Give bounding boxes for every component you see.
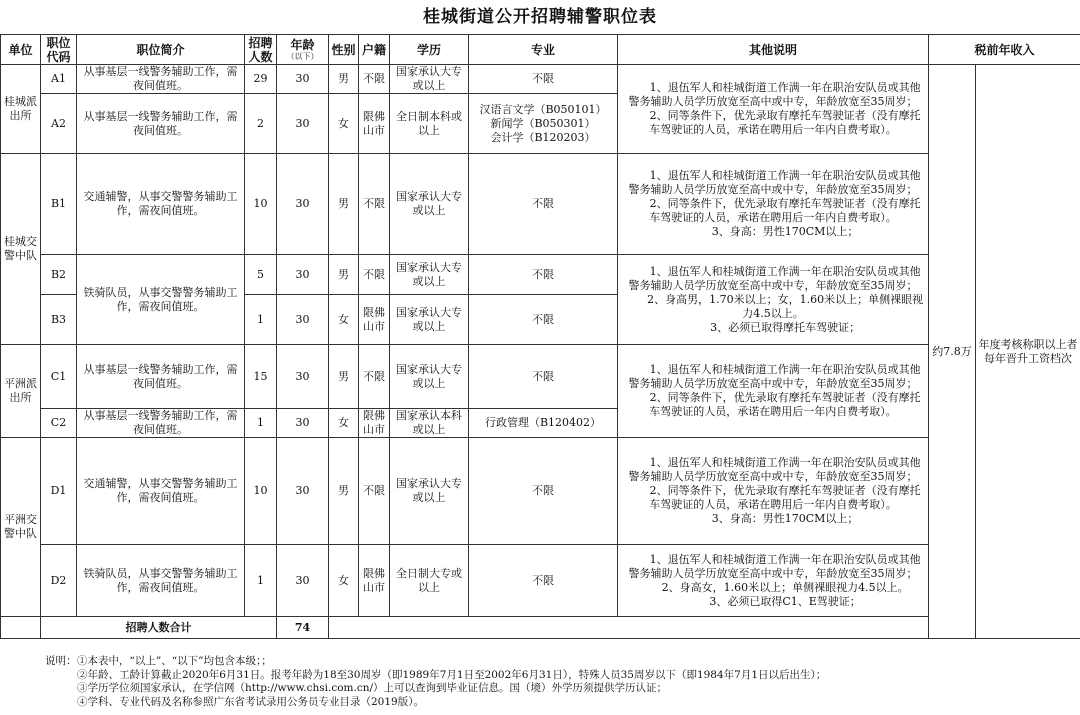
major-line: 会计学（B120203）	[490, 130, 596, 144]
header-count: 招聘人数	[245, 35, 277, 65]
table-row	[1, 438, 1080, 545]
total-blank-right	[329, 617, 1080, 639]
note-text: ④学科、专业代码及名称参照广东省考试录用公务员专业目录（2019版）。	[77, 695, 424, 708]
total-value: 74	[277, 617, 329, 639]
note-line	[45, 696, 1075, 710]
header-row	[1, 35, 1080, 65]
other-note-line: 1、退伍军人和桂城街道工作满一年在职治安队员或其他警务辅助人员学历放宽至高中或中专，年龄放宽至35周岁；	[628, 169, 921, 196]
desc-cell: 从事基层一线警务辅助工作，需夜间值班。	[77, 409, 245, 438]
note-line	[45, 669, 1075, 683]
gender-cell: 女	[329, 545, 359, 617]
desc-cell: 交通辅警，从事交警警务辅助工作，需夜间值班。	[77, 154, 245, 255]
unit-cell: 平洲交警中队	[1, 438, 41, 617]
edu-cell: 国家承认大专或以上	[390, 255, 469, 295]
note-text: ③学历学位须国家承认，在学信网（http://www.chsi.com.cn/）上可以查询到毕业证信息。国（境）外学历须提供学历认证；	[77, 682, 667, 694]
other-note-line: 3、身高：男性170CM以上；	[711, 512, 859, 525]
count-cell: 5	[245, 255, 277, 295]
other-notes-cell	[618, 438, 929, 545]
major-cell: 不限	[469, 65, 618, 94]
gender-cell: 男	[329, 345, 359, 409]
header-age-sub: （以下）	[286, 52, 319, 61]
count-cell: 2	[245, 94, 277, 154]
edu-cell: 国家承认大专或以上	[390, 295, 469, 345]
age-cell: 30	[277, 438, 329, 545]
note-line	[45, 682, 1075, 696]
hukou-cell: 限佛山市	[359, 545, 390, 617]
count-cell: 10	[245, 438, 277, 545]
header-other: 其他说明	[618, 35, 929, 65]
hukou-cell: 不限	[359, 255, 390, 295]
major-cell: 不限	[469, 545, 618, 617]
hukou-cell: 不限	[359, 345, 390, 409]
header-hukou: 户籍	[359, 35, 390, 65]
edu-cell: 国家承认大专或以上	[390, 65, 469, 94]
header-gender: 性别	[329, 35, 359, 65]
gender-cell: 男	[329, 154, 359, 255]
gender-cell: 女	[329, 409, 359, 438]
major-line: 汉语言文学（B050101）	[479, 102, 607, 116]
unit-cell: 平洲派出所	[1, 345, 41, 438]
table-title: 桂城街道公开招聘辅警职位表	[423, 7, 657, 27]
desc-cell: 从事基层一线警务辅助工作，需夜间值班。	[77, 65, 245, 94]
code-cell: B2	[41, 255, 77, 295]
edu-cell: 国家承认大专或以上	[390, 345, 469, 409]
code-cell: A1	[41, 65, 77, 94]
code-cell: D1	[41, 438, 77, 545]
code-cell: B1	[41, 154, 77, 255]
hukou-cell: 不限	[359, 65, 390, 94]
total-label: 招聘人数合计	[41, 617, 277, 639]
age-cell: 30	[277, 545, 329, 617]
desc-cell: 从事基层一线警务辅助工作，需夜间值班。	[77, 94, 245, 154]
gender-cell: 女	[329, 295, 359, 345]
edu-cell: 国家承认大专或以上	[390, 438, 469, 545]
table-row	[1, 65, 1080, 94]
age-cell: 30	[277, 65, 329, 94]
other-notes-cell	[618, 255, 929, 345]
age-cell: 30	[277, 154, 329, 255]
header-unit: 单位	[1, 35, 41, 65]
income-note-cell: 年度考核称职以上者每年晋升工资档次	[976, 65, 1080, 639]
total-row	[1, 617, 1080, 639]
edu-cell: 国家承认本科或以上	[390, 409, 469, 438]
header-edu: 学历	[390, 35, 469, 65]
desc-cell: 从事基层一线警务辅助工作，需夜间值班。	[77, 345, 245, 409]
major-cell: 不限	[469, 255, 618, 295]
other-notes-cell	[618, 345, 929, 438]
other-note-line: 1、退伍军人和桂城街道工作满一年在职治安队员或其他警务辅助人员学历放宽至高中或中专，年龄放宽至35周岁；	[628, 81, 921, 108]
code-cell: D2	[41, 545, 77, 617]
unit-cell: 桂城交警中队	[1, 154, 41, 345]
count-cell: 1	[245, 409, 277, 438]
count-cell: 1	[245, 545, 277, 617]
other-note-line: 2、身高男，1.70米以上；女，1.60米以上；单侧裸眼视力4.5以上。	[647, 292, 924, 320]
desc-cell: 铁骑队员，从事交警警务辅助工作，需夜间值班。	[77, 255, 245, 345]
header-age-label: 年龄	[290, 38, 315, 52]
edu-cell: 全日制本科或以上	[390, 94, 469, 154]
count-cell: 29	[245, 65, 277, 94]
code-cell: A2	[41, 94, 77, 154]
recruitment-table	[0, 34, 1080, 639]
hukou-cell: 限佛山市	[359, 295, 390, 345]
other-note-line: 3、必须已取得摩托车驾驶证；	[710, 320, 861, 334]
age-cell: 30	[277, 295, 329, 345]
hukou-cell: 限佛山市	[359, 409, 390, 438]
other-notes-cell	[618, 154, 929, 255]
code-cell: B3	[41, 295, 77, 345]
hukou-cell: 不限	[359, 154, 390, 255]
other-note-line: 1、退伍军人和桂城街道工作满一年在职治安队员或其他警务辅助人员学历放宽至高中或中专，年龄放宽至35周岁；	[628, 264, 921, 292]
code-cell: C2	[41, 409, 77, 438]
table-row	[1, 154, 1080, 255]
other-note-line: 3、必须已取得C1、E驾驶证；	[709, 594, 861, 608]
major-cell: 不限	[469, 345, 618, 409]
income-amount-cell: 约7.8万	[929, 65, 976, 639]
age-cell: 30	[277, 94, 329, 154]
other-notes-cell	[618, 65, 929, 154]
count-cell: 10	[245, 154, 277, 255]
major-cell: 行政管理（B120402）	[469, 409, 618, 438]
desc-cell: 交通辅警，从事交警警务辅助工作，需夜间值班。	[77, 438, 245, 545]
note-text: ②年龄、工龄计算截止2020年6月31日。报考年龄为18至30周岁（即1989年7月1日至2002年6月31日），特殊人员35周岁以下（即1984年7月1日以后出生）；	[77, 668, 827, 681]
header-income: 税前年收入	[929, 35, 1080, 65]
age-cell: 30	[277, 409, 329, 438]
other-note-line: 2、同等条件下，优先录取有摩托车驾驶证者（没有摩托车驾驶证的人员，承诺在聘用后一年内自费考取）。	[649, 197, 921, 224]
other-notes-cell	[618, 545, 929, 617]
edu-cell: 国家承认大专或以上	[390, 154, 469, 255]
notes-lead: 说明：	[45, 655, 77, 667]
age-cell: 30	[277, 255, 329, 295]
header-code: 职位代码	[41, 35, 77, 65]
major-cell	[469, 94, 618, 154]
unit-cell: 桂城派出所	[1, 65, 41, 154]
other-note-line: 3、身高：男性170CM以上；	[711, 225, 859, 238]
total-blank	[1, 617, 41, 639]
major-cell: 不限	[469, 154, 618, 255]
code-cell: C1	[41, 345, 77, 409]
gender-cell: 男	[329, 65, 359, 94]
major-cell: 不限	[469, 438, 618, 545]
edu-cell: 全日制大专或以上	[390, 545, 469, 617]
table-row	[1, 345, 1080, 409]
other-note-line: 1、退伍军人和桂城街道工作满一年在职治安队员或其他警务辅助人员学历放宽至高中或中专，年龄放宽至35周岁；	[628, 363, 921, 390]
other-note-line: 1、退伍军人和桂城街道工作满一年在职治安队员或其他警务辅助人员学历放宽至高中或中专，年龄放宽至35周岁；	[628, 456, 921, 483]
other-note-line: 2、身高女，1.60米以上；单侧裸眼视力4.5以上。	[661, 580, 909, 594]
hukou-cell: 不限	[359, 438, 390, 545]
desc-cell: 铁骑队员，从事交警警务辅助工作，需夜间值班。	[77, 545, 245, 617]
table-row	[1, 255, 1080, 295]
header-desc: 职位简介	[77, 35, 245, 65]
header-age	[277, 35, 329, 65]
gender-cell: 男	[329, 438, 359, 545]
major-cell: 不限	[469, 295, 618, 345]
note-text: ①本表中，“以上”、“以下”均包含本级；；	[77, 655, 272, 667]
notes-block	[45, 655, 1075, 709]
note-line	[45, 655, 1075, 669]
table-row	[1, 545, 1080, 617]
other-note-line: 2、同等条件下，优先录取有摩托车驾驶证者（没有摩托车驾驶证的人员，承诺在聘用后一年内自费考取）。	[649, 109, 921, 136]
age-cell: 30	[277, 345, 329, 409]
gender-cell: 男	[329, 255, 359, 295]
other-note-line: 1、退伍军人和桂城街道工作满一年在职治安队员或其他警务辅助人员学历放宽至高中或中专，年龄放宽至35周岁；	[628, 552, 921, 580]
header-major: 专业	[469, 35, 618, 65]
other-note-line: 2、同等条件下，优先录取有摩托车驾驶证者（没有摩托车驾驶证的人员，承诺在聘用后一年内自费考取）。	[649, 391, 921, 418]
hukou-cell: 限佛山市	[359, 94, 390, 154]
major-line: 新闻学（B050301）	[490, 116, 596, 130]
other-note-line: 2、同等条件下，优先录取有摩托车驾驶证者（没有摩托车驾驶证的人员，承诺在聘用后一年内自费考取）。	[649, 484, 921, 511]
gender-cell: 女	[329, 94, 359, 154]
count-cell: 15	[245, 345, 277, 409]
count-cell: 1	[245, 295, 277, 345]
